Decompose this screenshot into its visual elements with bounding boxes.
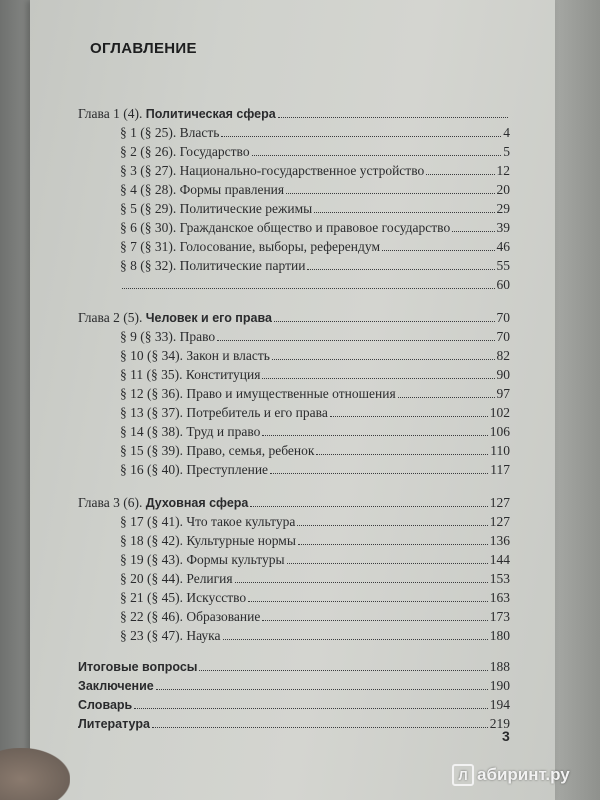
chapter-prefix: Глава 2 (5).: [78, 310, 143, 325]
dot-leader: [262, 435, 487, 436]
page-number: 3: [502, 728, 510, 744]
entry-label: § 15 (§ 39). Право, семья, ребенок: [120, 443, 315, 458]
toc-entry: [78, 384, 510, 403]
entry-label: Заключение: [78, 679, 154, 693]
entry-label: § 17 (§ 41). Что такое культура: [120, 514, 296, 529]
dot-leader: [221, 136, 501, 137]
entry-page: 55: [496, 258, 510, 273]
chapter-title: Духовная сфера: [145, 496, 249, 510]
toc-entry: [78, 550, 510, 569]
entry-page: 153: [489, 571, 510, 586]
dot-leader: [287, 563, 488, 564]
chapter-title: Человек и его права: [145, 311, 272, 325]
toc-trailing-entry: [78, 275, 510, 294]
toc-entry: [78, 256, 510, 275]
entry-page: 29: [496, 201, 510, 216]
dot-leader: [314, 212, 494, 213]
spacer: [78, 645, 510, 657]
watermark-text: абиринт.ру: [477, 765, 570, 784]
dot-leader: [235, 582, 488, 583]
toc-entry: [78, 237, 510, 256]
entry-label: Литература: [78, 717, 150, 731]
entry-label: § 13 (§ 37). Потребитель и его права: [120, 405, 328, 420]
toc-entry: [78, 460, 510, 479]
toc-entry: [78, 161, 510, 180]
entry-label: § 10 (§ 34). Закон и власть: [120, 348, 270, 363]
chapter-title: Политическая сфера: [145, 107, 276, 121]
entry-page: 39: [496, 220, 510, 235]
entry-page: 190: [489, 678, 510, 693]
entry-label: § 6 (§ 30). Гражданское общество и правовое государство: [120, 220, 451, 235]
spacer: [78, 479, 510, 493]
entry-label: § 21 (§ 45). Искусство: [120, 590, 247, 605]
entry-page: 144: [489, 552, 510, 567]
entry-label: § 22 (§ 46). Образование: [120, 609, 261, 624]
entry-label: § 7 (§ 31). Голосование, выборы, референдум: [120, 239, 380, 254]
chapter-1-row: [78, 104, 510, 123]
dot-leader: [122, 288, 495, 289]
finger-shadow: [0, 748, 70, 800]
toc-entry: [78, 218, 510, 237]
dot-leader: [330, 416, 488, 417]
toc-entry: [78, 626, 510, 645]
chapter-prefix: Глава 1 (4).: [78, 106, 143, 121]
labirint-watermark: [452, 764, 570, 786]
entry-page: 219: [489, 716, 510, 731]
dot-leader: [223, 639, 488, 640]
dot-leader: [298, 544, 488, 545]
dot-leader: [270, 473, 488, 474]
dot-leader: [152, 727, 488, 728]
entry-page: 194: [489, 697, 510, 712]
dot-leader: [278, 117, 508, 118]
toc-entry: [78, 422, 510, 441]
toc-entry: [78, 180, 510, 199]
entry-label: § 19 (§ 43). Формы культуры: [120, 552, 285, 567]
dot-leader: [134, 708, 488, 709]
entry-page: 136: [489, 533, 510, 548]
entry-label: § 1 (§ 25). Власть: [120, 125, 220, 140]
dot-leader: [297, 525, 487, 526]
chapter-2-row: [78, 308, 510, 327]
toc-entry: [78, 142, 510, 161]
dot-leader: [248, 601, 488, 602]
entry-page: 4: [503, 125, 510, 140]
entry-page: 82: [496, 348, 510, 363]
toc-entry: [78, 569, 510, 588]
back-matter-row: [78, 657, 510, 676]
toc-entry: [78, 512, 510, 531]
entry-label: § 12 (§ 36). Право и имущественные отношения: [120, 386, 396, 401]
entry-page: 5: [503, 144, 510, 159]
back-matter-row: [78, 676, 510, 695]
entry-label: § 4 (§ 28). Формы правления: [120, 182, 285, 197]
entry-page: 127: [489, 514, 510, 529]
entry-label: § 20 (§ 44). Религия: [120, 571, 233, 586]
toc-entry: [78, 403, 510, 422]
dot-leader: [262, 378, 494, 379]
entry-label: § 11 (§ 35). Конституция: [120, 367, 261, 382]
chapter-prefix: Глава 3 (6).: [78, 495, 143, 510]
entry-label: Итоговые вопросы: [78, 660, 198, 674]
dot-leader: [274, 321, 495, 322]
entry-page: 102: [489, 405, 510, 420]
dot-leader: [382, 250, 495, 251]
entry-page: 163: [489, 590, 510, 605]
dot-leader: [252, 155, 502, 156]
entry-label: § 2 (§ 26). Государство: [120, 144, 250, 159]
entry-page: 12: [496, 163, 510, 178]
chapter-3-row: [78, 493, 510, 512]
toc-entry: [78, 531, 510, 550]
entry-page: 188: [489, 659, 510, 674]
entry-label: § 14 (§ 38). Труд и право: [120, 424, 261, 439]
toc-entry: [78, 607, 510, 626]
toc-entry: [78, 441, 510, 460]
toc-entry: [78, 199, 510, 218]
toc-entry: [78, 365, 510, 384]
entry-page: 180: [489, 628, 510, 643]
entry-label: § 23 (§ 47). Наука: [120, 628, 221, 643]
dot-leader: [398, 397, 495, 398]
spacer: [78, 294, 510, 308]
dot-leader: [217, 340, 494, 341]
back-matter-row: [78, 695, 510, 714]
dot-leader: [250, 506, 487, 507]
entry-page: 46: [496, 239, 510, 254]
entry-page: 97: [496, 386, 510, 401]
back-matter-row: [78, 714, 510, 733]
chapter-page: 127: [489, 495, 510, 510]
entry-page: 60: [496, 277, 510, 292]
entry-page: 90: [496, 367, 510, 382]
dot-leader: [426, 174, 494, 175]
entry-label: § 3 (§ 27). Национально-государственное устройство: [120, 163, 425, 178]
entry-label: § 5 (§ 29). Политические режимы: [120, 201, 313, 216]
dot-leader: [286, 193, 494, 194]
chapter-page: 70: [496, 310, 510, 325]
entry-page: 20: [496, 182, 510, 197]
dot-leader: [156, 689, 488, 690]
entry-label: § 16 (§ 40). Преступление: [120, 462, 269, 477]
dot-leader: [307, 269, 494, 270]
toc-entry: [78, 327, 510, 346]
toc-entry: [78, 588, 510, 607]
table-of-contents: [78, 104, 510, 733]
toc-heading: ОГЛАВЛЕНИЕ: [90, 40, 197, 57]
entry-label: § 8 (§ 32). Политические партии: [120, 258, 306, 273]
entry-label: § 9 (§ 33). Право: [120, 329, 216, 344]
entry-page: 106: [489, 424, 510, 439]
entry-page: 117: [490, 462, 510, 477]
dot-leader: [452, 231, 494, 232]
entry-label: § 18 (§ 42). Культурные нормы: [120, 533, 296, 548]
toc-entry: [78, 123, 510, 142]
dot-leader: [262, 620, 487, 621]
dot-leader: [272, 359, 495, 360]
dot-leader: [199, 670, 487, 671]
toc-entry: [78, 346, 510, 365]
entry-page: 110: [490, 443, 510, 458]
entry-page: 70: [496, 329, 510, 344]
page-edge: [548, 0, 600, 800]
entry-label: Словарь: [78, 698, 133, 712]
entry-page: 173: [489, 609, 510, 624]
labirint-logo-icon: Л: [452, 764, 474, 786]
dot-leader: [316, 454, 488, 455]
